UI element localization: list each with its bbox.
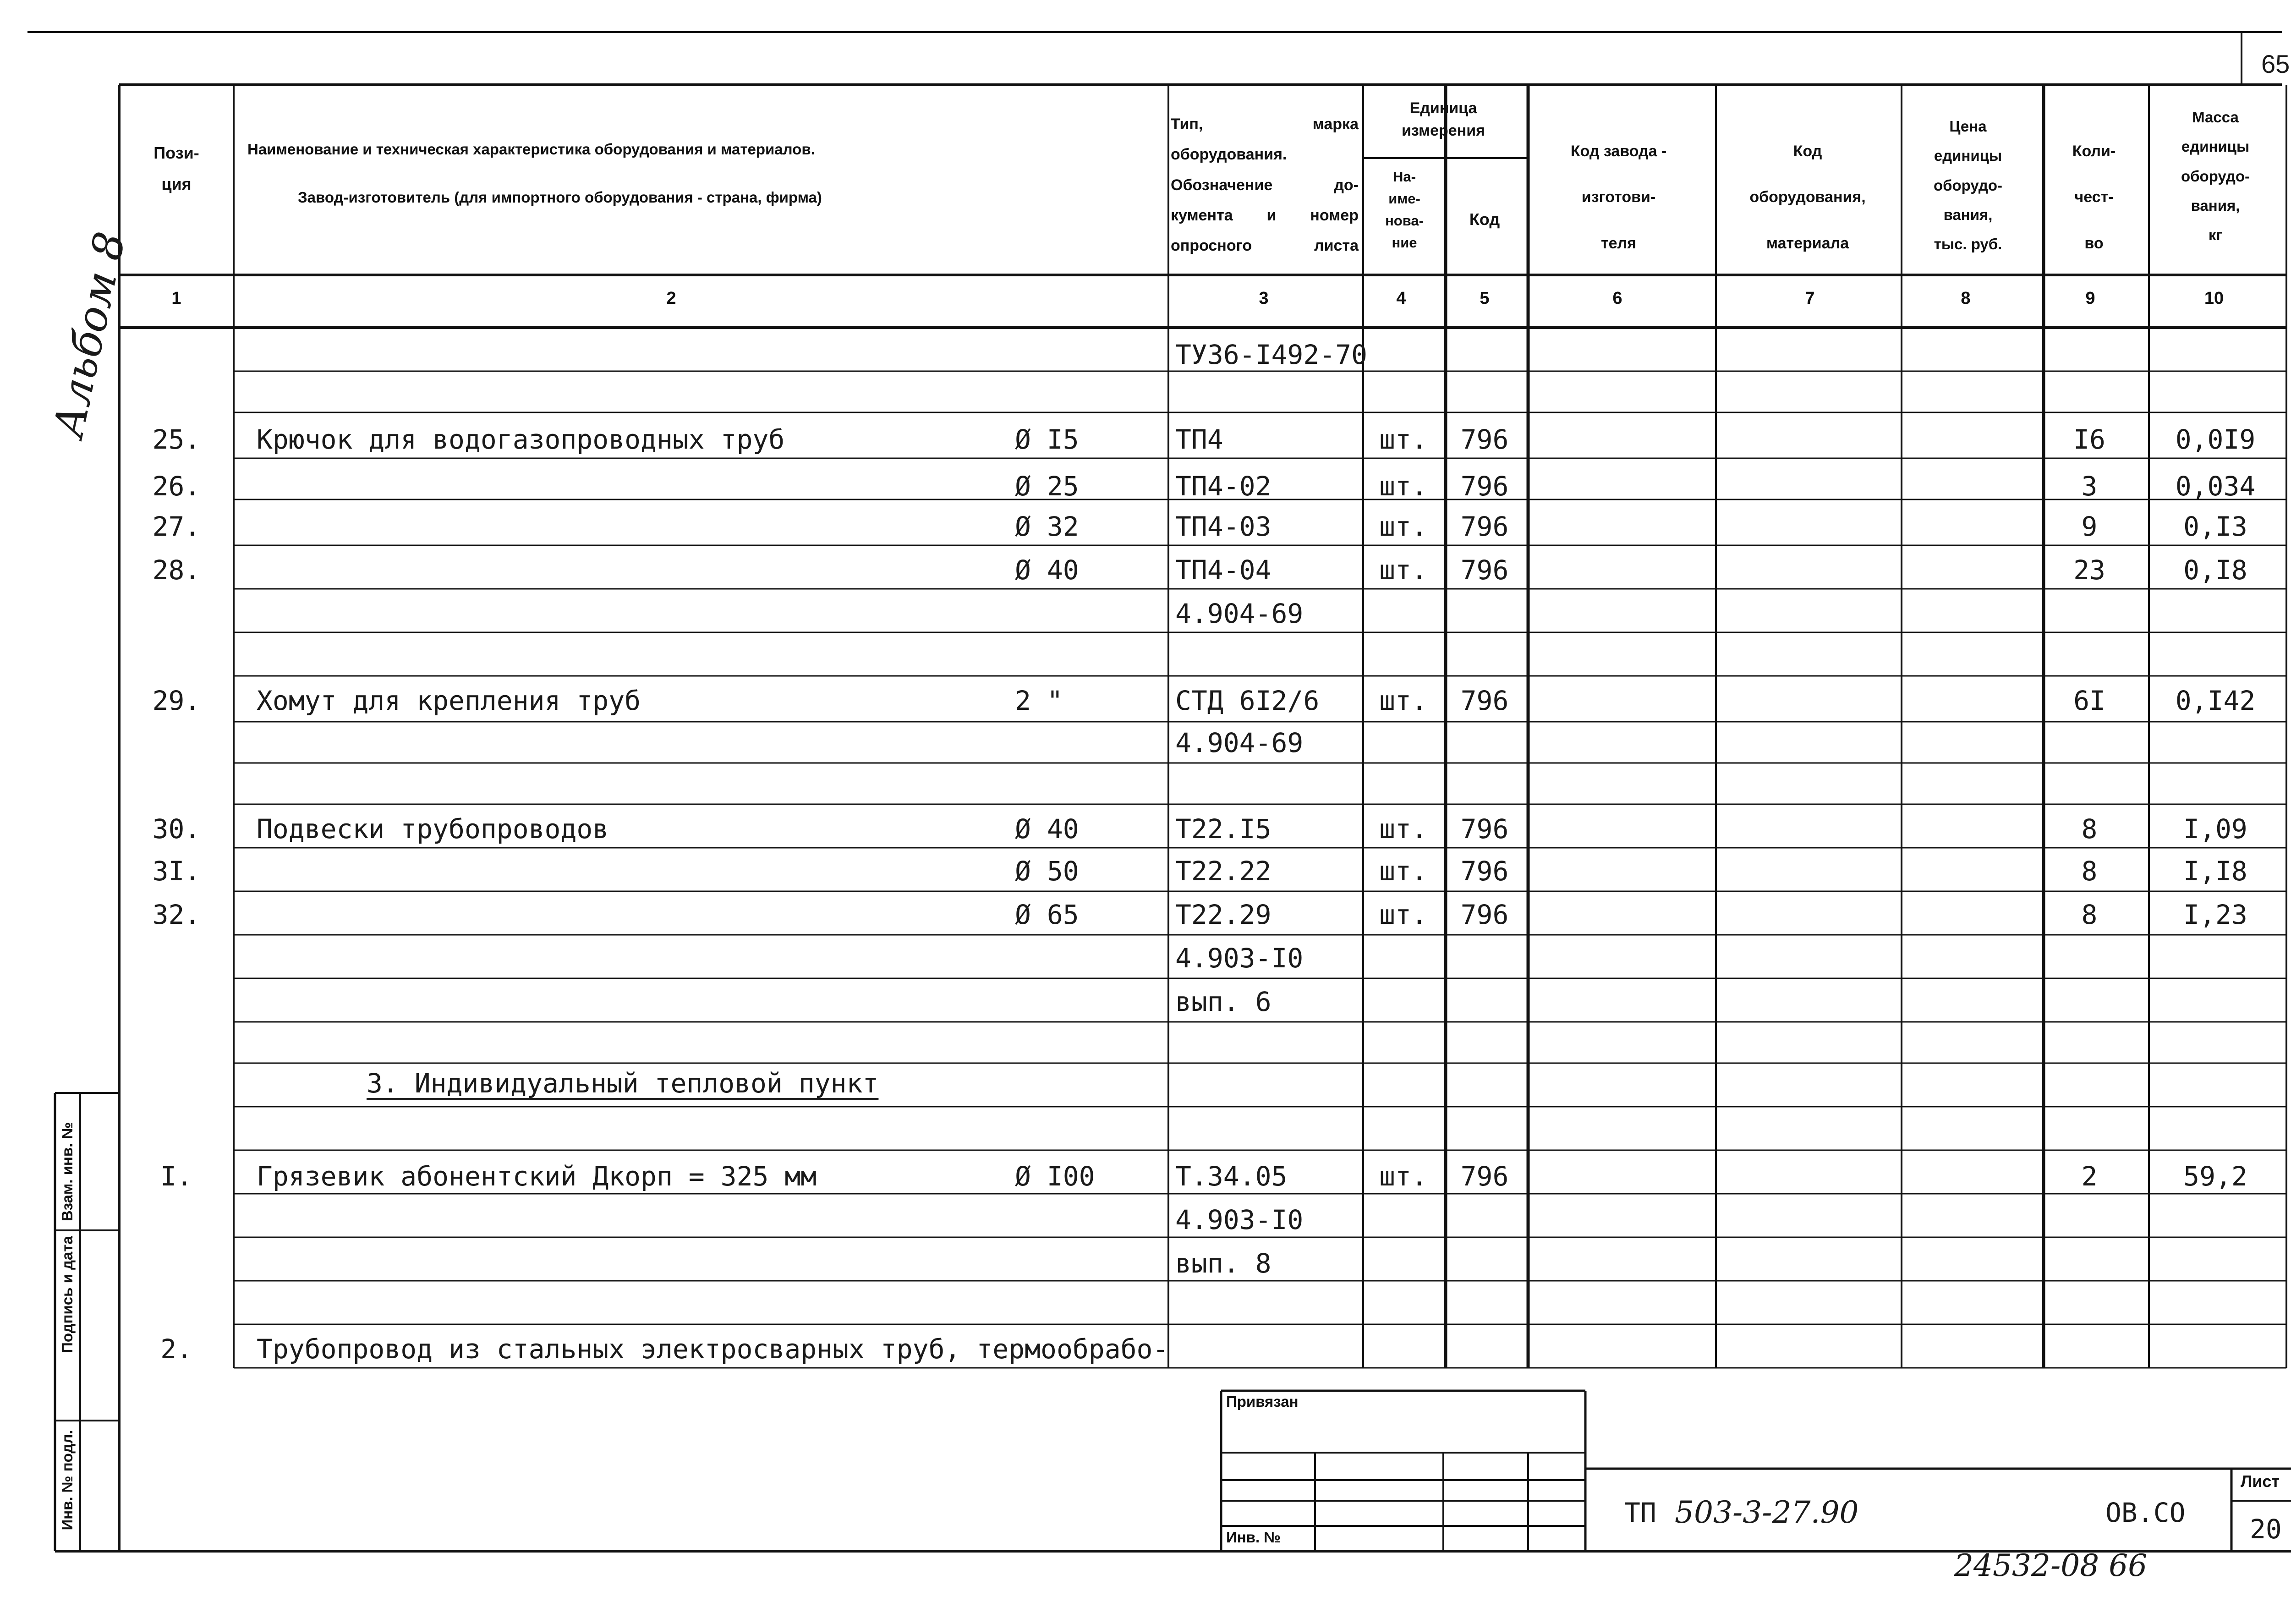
album-note: Альбом 8 <box>44 227 135 442</box>
document-cell: 4.903-I0 <box>1175 943 1304 974</box>
header-price: Цена единицы оборудо- вания, тыс. руб. <box>1933 118 2003 253</box>
column-number-3: 3 <box>1259 289 1269 308</box>
position-cell: 26. <box>152 471 201 502</box>
size-cell: Ø I5 <box>1015 424 1079 455</box>
header-unit-code: Код <box>1469 210 1500 229</box>
stamp-doc-number: 503-3-27.90 <box>1675 1495 1859 1530</box>
position-cell: 27. <box>152 511 201 542</box>
name-cell: Крючок для водогазопроводных труб <box>257 424 785 455</box>
column-number-6: 6 <box>1612 289 1622 308</box>
size-cell: Ø I00 <box>1015 1161 1095 1192</box>
document-cell: ТП4 <box>1175 424 1223 455</box>
unit-cell: шт. <box>1379 511 1427 542</box>
size-cell: Ø 32 <box>1015 511 1079 542</box>
size-cell: 2 " <box>1015 685 1063 716</box>
header-name-line1: Наименование и техническая характеристика оборудования и материалов. <box>247 141 815 158</box>
document-cell: СТД 6I2/6 <box>1175 685 1320 716</box>
unit-code-cell: 796 <box>1460 511 1509 542</box>
header-mass: Масса единицы оборудо- вания, кг <box>2181 109 2250 244</box>
document-cell: Т22.22 <box>1175 856 1272 887</box>
column-number-1: 1 <box>171 289 181 308</box>
unit-cell: шт. <box>1379 471 1427 502</box>
unit-cell: шт. <box>1379 856 1427 887</box>
margin-label-original-inv: Инв. № подл. <box>59 1430 76 1531</box>
mass-cell: 0,034 <box>2175 471 2256 502</box>
position-cell: 3I. <box>152 856 201 887</box>
position-cell: I. <box>160 1161 192 1192</box>
document-cell: Т22.29 <box>1175 899 1272 930</box>
stamp-doc-suffix: ОВ.СО <box>2105 1497 2186 1528</box>
stamp-bound-label: Привязан <box>1226 1393 1299 1410</box>
position-cell: 28. <box>152 554 201 586</box>
header-position: Пози- ция <box>153 143 199 194</box>
name-cell: Грязевик абонентский Дкорп = 325 мм <box>257 1161 817 1192</box>
quantity-cell: 8 <box>2081 856 2098 887</box>
header-factory-code: Код завода - изготови- теля <box>1570 143 1667 252</box>
margin-label-replacement-inv: Взам. инв. № <box>59 1122 76 1222</box>
name-cell: Хомут для крепления труб <box>257 685 641 716</box>
quantity-cell: 8 <box>2081 813 2098 845</box>
document-cell: ТУ36-I492-70 <box>1175 339 1368 370</box>
quantity-cell: 3 <box>2081 471 2098 502</box>
name-cell: Подвески трубопроводов <box>257 813 609 845</box>
unit-cell: шт. <box>1379 554 1427 586</box>
column-number-10: 10 <box>2204 289 2224 308</box>
column-number-2: 2 <box>666 289 676 308</box>
quantity-cell: 9 <box>2081 511 2098 542</box>
document-cell: Т.34.05 <box>1175 1161 1288 1192</box>
unit-cell: шт. <box>1379 899 1427 930</box>
size-cell: Ø 65 <box>1015 899 1079 930</box>
name-cell: Трубопровод из стальных электросварных труб, термообрабо- <box>257 1333 1169 1365</box>
size-cell: Ø 40 <box>1015 813 1079 845</box>
document-cell: 4.903-I0 <box>1175 1204 1304 1235</box>
mass-cell: 0,0I9 <box>2175 424 2256 455</box>
mass-cell: 59,2 <box>2183 1161 2247 1192</box>
unit-code-cell: 796 <box>1460 899 1509 930</box>
mass-cell: 0,I3 <box>2183 511 2247 542</box>
quantity-cell: 6I <box>2073 685 2105 716</box>
stamp-doc-prefix: ТП <box>1624 1497 1656 1528</box>
document-cell: Т22.I5 <box>1175 813 1272 845</box>
mass-cell: I,23 <box>2183 899 2247 930</box>
header-equipment-code: Код оборудования, материала <box>1749 143 1866 252</box>
column-number-5: 5 <box>1480 289 1490 308</box>
document-cell: вып. 6 <box>1175 986 1272 1017</box>
position-cell: 25. <box>152 424 201 455</box>
column-number-7: 7 <box>1805 289 1815 308</box>
document-cell: 4.904-69 <box>1175 598 1304 629</box>
header-quantity: Коли- чест- во <box>2072 143 2116 252</box>
position-cell: 29. <box>152 685 201 716</box>
unit-cell: шт. <box>1379 424 1427 455</box>
mass-cell: 0,I8 <box>2183 554 2247 586</box>
header-unit-name: На- име- нова- ние <box>1385 169 1424 251</box>
unit-cell: шт. <box>1379 813 1427 845</box>
mass-cell: 0,I42 <box>2175 685 2256 716</box>
page-number: 65 <box>2261 49 2290 78</box>
stamp-sheet-label: Лист <box>2241 1472 2280 1491</box>
quantity-cell: I6 <box>2073 424 2105 455</box>
stamp-inv-label: Инв. № <box>1226 1529 1281 1546</box>
unit-code-cell: 796 <box>1460 685 1509 716</box>
column-number-8: 8 <box>1961 289 1971 308</box>
unit-code-cell: 796 <box>1460 554 1509 586</box>
size-cell: Ø 25 <box>1015 471 1079 502</box>
margin-label-signature-date: Подпись и дата <box>59 1236 76 1353</box>
document-cell: ТП4-02 <box>1175 471 1272 502</box>
position-cell: 32. <box>152 899 201 930</box>
unit-cell: шт. <box>1379 1161 1427 1192</box>
quantity-cell: 2 <box>2081 1161 2098 1192</box>
mass-cell: I,I8 <box>2183 856 2247 887</box>
document-cell: ТП4-03 <box>1175 511 1272 542</box>
unit-code-cell: 796 <box>1460 1161 1509 1192</box>
unit-code-cell: 796 <box>1460 424 1509 455</box>
name-cell: 3. Индивидуальный тепловой пункт <box>367 1068 879 1099</box>
unit-cell: шт. <box>1379 685 1427 716</box>
position-cell: 30. <box>152 813 201 845</box>
column-number-4: 4 <box>1396 289 1406 308</box>
column-number-9: 9 <box>2085 289 2095 308</box>
quantity-cell: 8 <box>2081 899 2098 930</box>
quantity-cell: 23 <box>2073 554 2105 586</box>
unit-code-cell: 796 <box>1460 856 1509 887</box>
document-cell: вып. 8 <box>1175 1248 1272 1279</box>
document-cell: ТП4-04 <box>1175 554 1272 586</box>
footer-note: 24532-08 66 <box>1954 1548 2148 1583</box>
document-cell: 4.904-69 <box>1175 727 1304 758</box>
unit-code-cell: 796 <box>1460 471 1509 502</box>
unit-code-cell: 796 <box>1460 813 1509 845</box>
size-cell: Ø 40 <box>1015 554 1079 586</box>
header-unit-group: Единица измерения <box>1402 99 1485 140</box>
size-cell: Ø 50 <box>1015 856 1079 887</box>
position-cell: 2. <box>160 1333 192 1365</box>
mass-cell: I,09 <box>2183 813 2247 845</box>
stamp-sheet-number: 20 <box>2250 1514 2282 1545</box>
header-type-mark: Тип, марка оборудования. Обозначение до- кумента и номер опросного листа <box>1171 115 1359 255</box>
header-name-line2: Завод-изготовитель (для импортного оборудования - страна, фирма) <box>298 189 822 206</box>
